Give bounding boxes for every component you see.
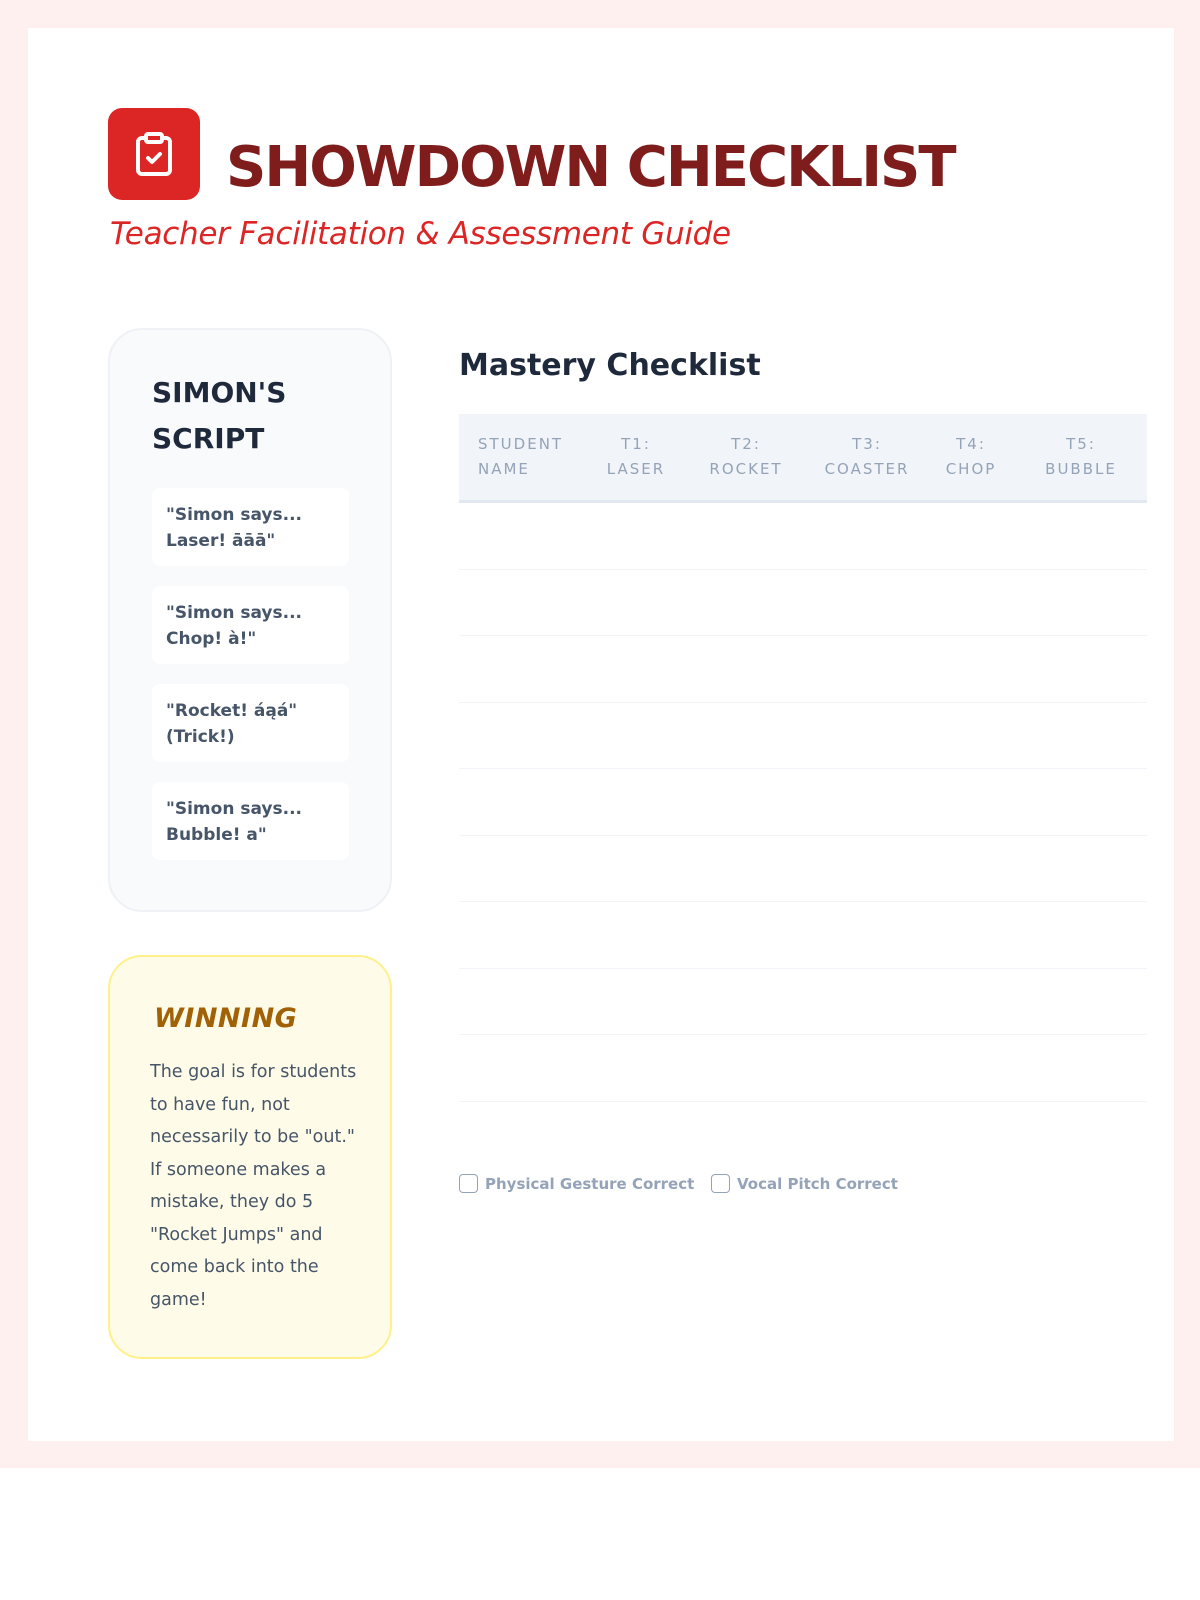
script-title: SIMON'S SCRIPT <box>152 376 287 455</box>
winning-title: WINNING <box>154 1003 298 1034</box>
legend-pitch[interactable] <box>711 1174 898 1193</box>
table-row[interactable] <box>459 769 1147 836</box>
table-row[interactable] <box>459 836 1147 903</box>
legend-gesture-label: Physical Gesture Correct <box>485 1174 695 1193</box>
winning-panel <box>108 955 392 1359</box>
column-header-t3: T3: COASTER <box>824 435 910 478</box>
gesture-checkbox[interactable] <box>459 1174 478 1193</box>
column-header-t5: T5: BUBBLE <box>1045 435 1117 478</box>
table-row[interactable] <box>459 703 1147 770</box>
column-header-t2: T2: ROCKET <box>709 435 783 478</box>
legend-gesture[interactable] <box>459 1174 694 1193</box>
page-subtitle: Teacher Facilitation & Assessment Guide <box>110 216 731 252</box>
table-row[interactable] <box>459 636 1147 703</box>
table-row[interactable] <box>459 503 1147 570</box>
column-header-t1: T1: LASER <box>606 435 666 478</box>
table-row[interactable] <box>459 902 1147 969</box>
script-line: "Rocket! áąá" (Trick!) <box>152 684 349 762</box>
worksheet <box>28 28 1174 1441</box>
page-title: SHOWDOWN CHECKLIST <box>226 135 955 200</box>
column-header-student: STUDENT NAME <box>478 435 564 478</box>
pitch-checkbox[interactable] <box>711 1174 730 1193</box>
column-header-t4: T4: CHOP <box>945 435 997 478</box>
legend-pitch-label: Vocal Pitch Correct <box>737 1174 898 1193</box>
table-row[interactable] <box>459 1035 1147 1102</box>
table-row[interactable] <box>459 570 1147 637</box>
table-header <box>459 414 1147 503</box>
script-panel <box>108 328 392 912</box>
table-row[interactable] <box>459 969 1147 1036</box>
clipboard-check-icon <box>130 130 178 178</box>
script-line: "Simon says... Bubble! a" <box>152 782 349 860</box>
mastery-title: Mastery Checklist <box>459 348 761 383</box>
script-line: "Simon says... Chop! à!" <box>152 586 349 664</box>
logo-badge <box>108 108 200 200</box>
winning-text: The goal is for students to have fun, not necessarily to be "out." If someone makes a mistake, they do 5 "Rocket Jumps" and come back into the game! <box>150 1062 357 1310</box>
script-line: "Simon says... Laser! āāā" <box>152 488 349 566</box>
mastery-table <box>459 414 1147 1102</box>
